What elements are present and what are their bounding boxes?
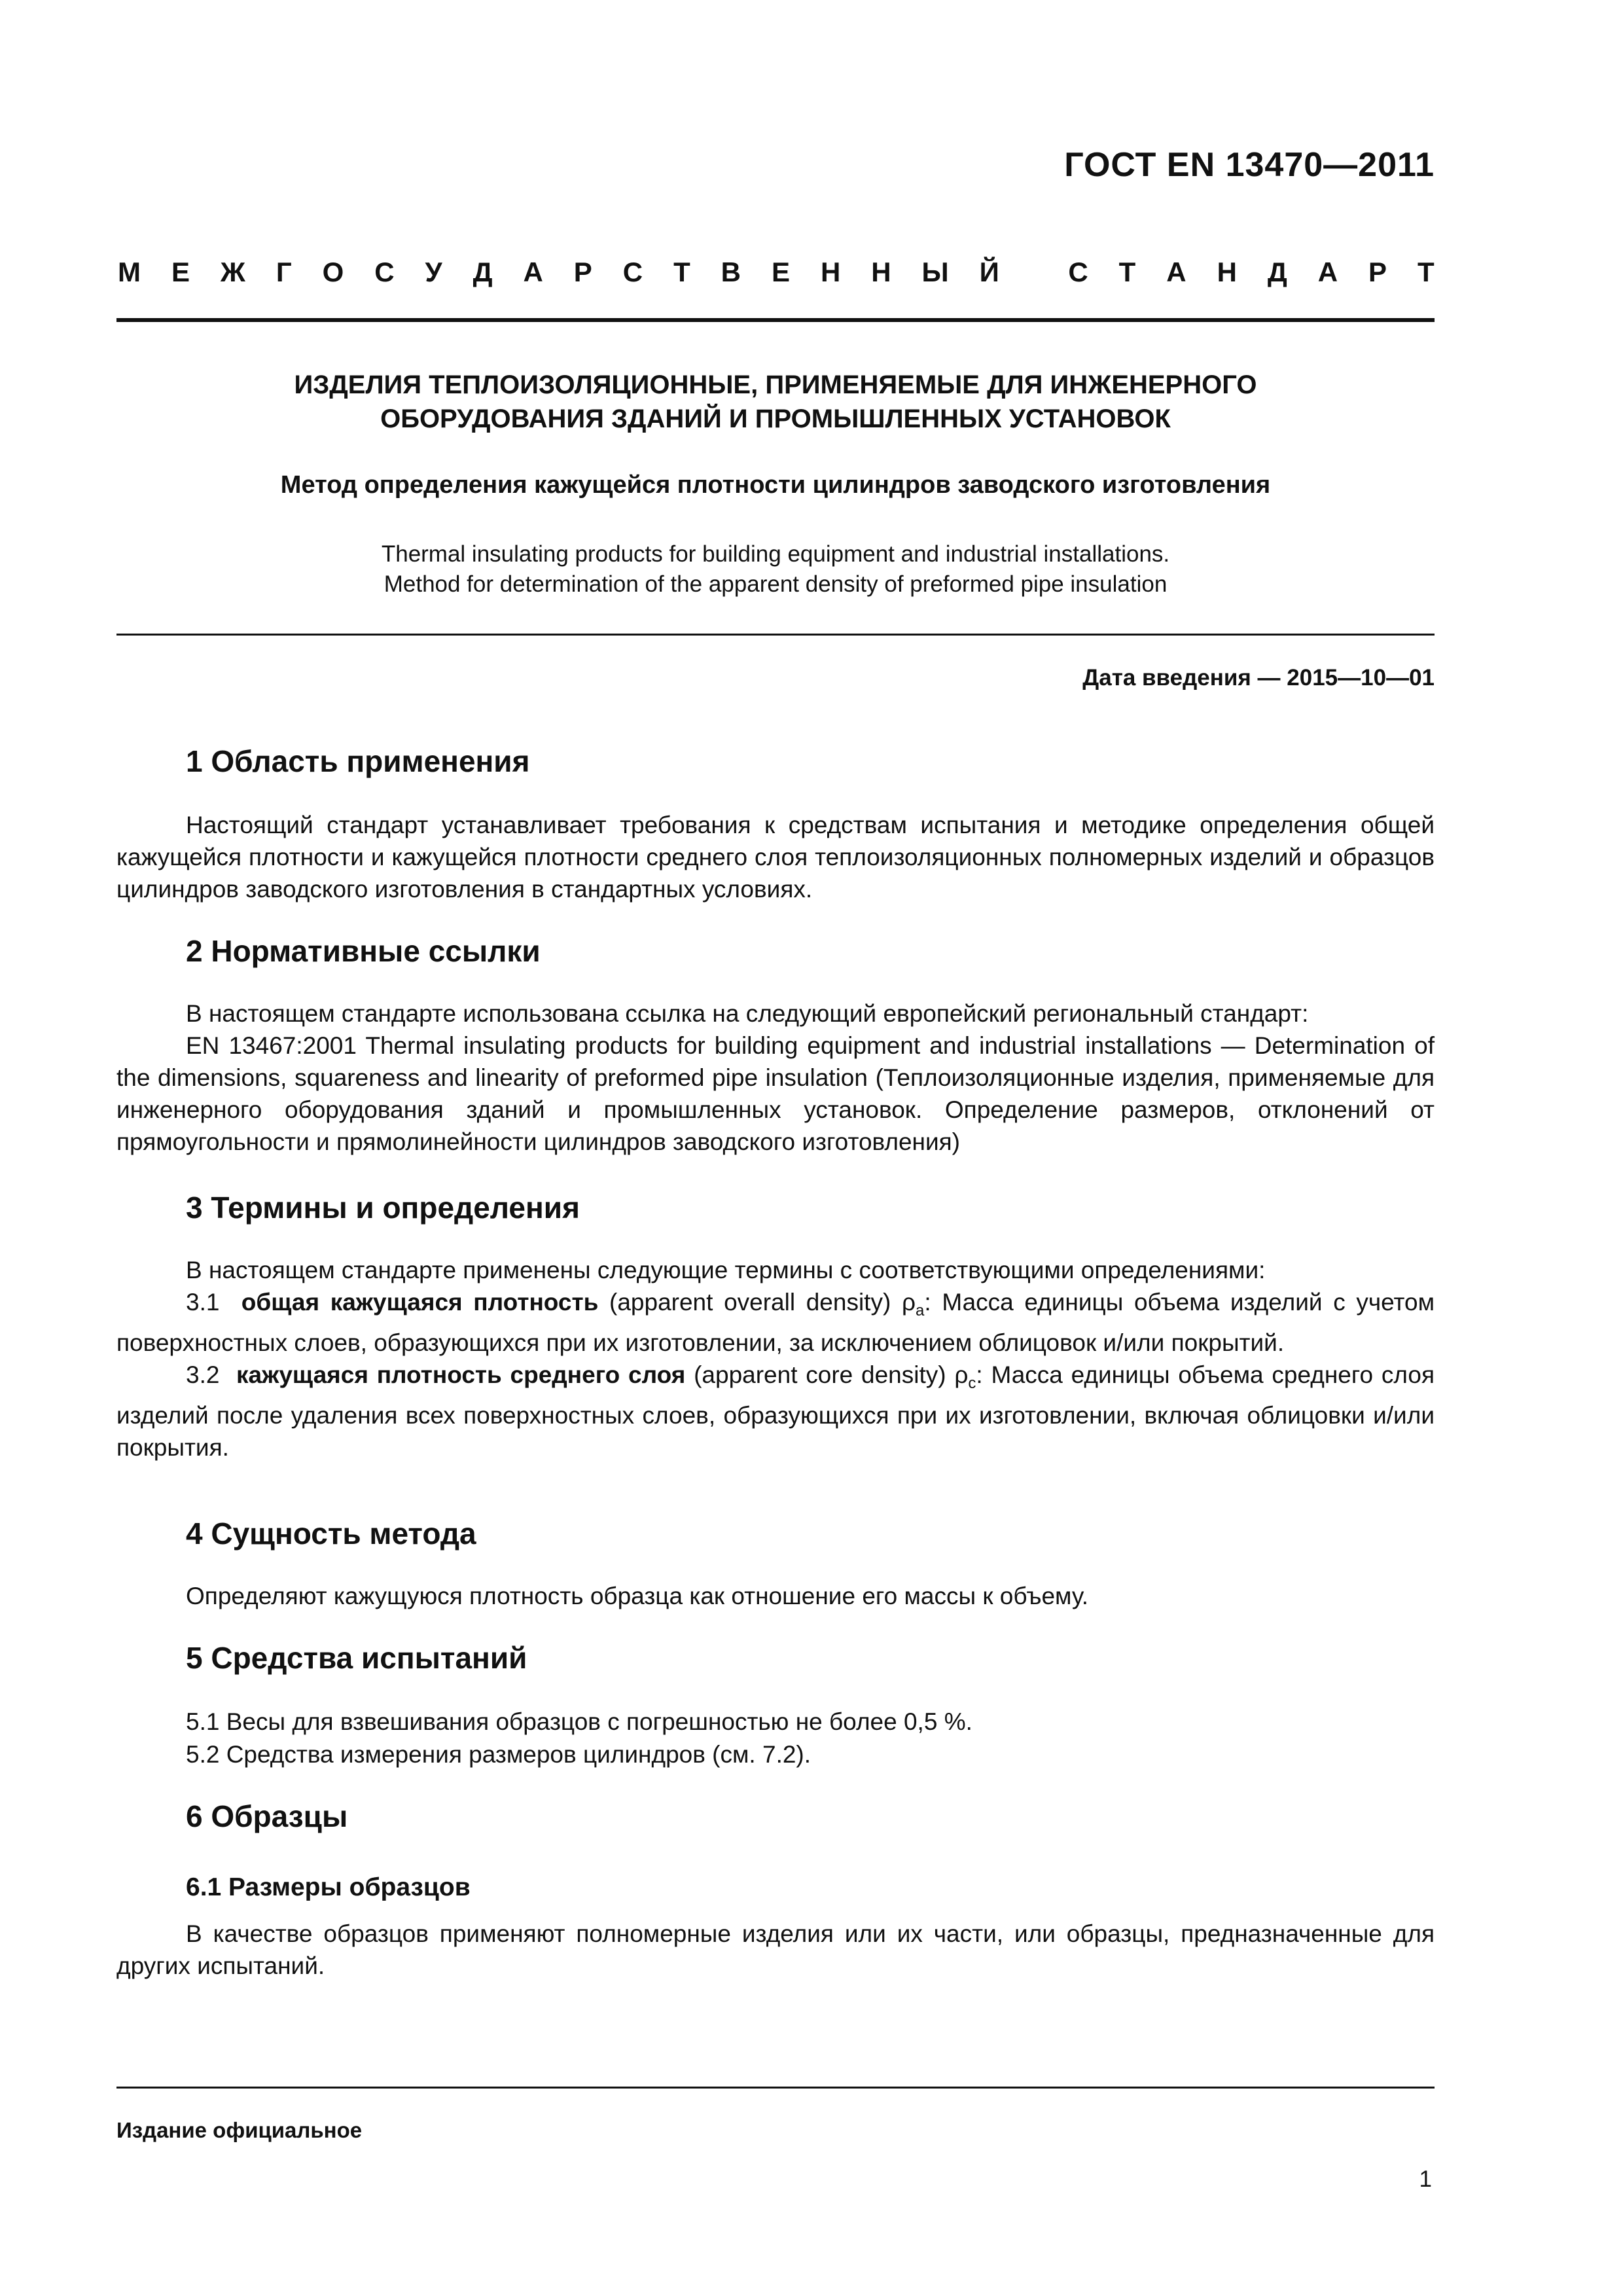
interstate-letter: Т [1118, 257, 1136, 287]
interstate-letter: А [1166, 257, 1186, 287]
interstate-letter: С [622, 257, 643, 287]
interstate-letter: Й [979, 257, 999, 287]
section-2-intro: В настоящем стандарте использована ссылка на следующий европейский региональный стандарт: [186, 1000, 1309, 1027]
page-number: 1 [1419, 2166, 1432, 2192]
section-5-item-2: 5.2 Средства измерения размеров цилиндров (см. 7.2). [186, 1741, 812, 1768]
interstate-letter: В [721, 257, 741, 287]
density-symbol: ρ [901, 1289, 916, 1316]
interstate-letter: А [523, 257, 543, 287]
interstate-letter: Н [1217, 257, 1237, 287]
title-ru-line-2: ОБОРУДОВАНИЯ ЗДАНИЙ И ПРОМЫШЛЕННЫХ УСТАНОВОК [380, 404, 1171, 433]
section-4-text: Определяют кажущуюся плотность образца как отношение его массы к объему. [186, 1583, 1088, 1609]
interstate-letter: Н [820, 257, 841, 287]
section-3-intro: В настоящем стандарте применены следующие термины с соответствующими определениями: [186, 1257, 1266, 1283]
interstate-letter: С [374, 257, 395, 287]
document-subtitle-ru: Метод определения кажущейся плотности цилиндров заводского изготовления [280, 471, 1271, 499]
interstate-letter: Е [771, 257, 790, 287]
footer-rule [116, 2087, 1435, 2089]
term-3-2-name: кажущаяся плотность среднего слоя [236, 1361, 686, 1388]
introduction-date: Дата введения — 2015—10—01 [1082, 665, 1435, 691]
section-1-text [116, 809, 1435, 905]
interstate-letter: Д [1267, 257, 1287, 287]
interstate-letter: Е [171, 257, 190, 287]
interstate-letter: А [1317, 257, 1338, 287]
section-6-1-text: В качестве образцов применяют полномерные изделия или их части, или образцы, предназначенные для других испытаний. [116, 1920, 1435, 1979]
interstate-letter: С [1068, 257, 1088, 287]
document-title-en [116, 539, 1435, 600]
standard-designation: ГОСТ EN 13470—2011 [1064, 146, 1435, 184]
interstate-standard-banner [118, 257, 1435, 288]
section-2-text [116, 997, 1435, 1158]
interstate-letter: М [118, 257, 141, 287]
interstate-letter: У [425, 257, 442, 287]
section-6-heading: 6 Образцы [186, 1799, 348, 1833]
interstate-letter: Р [1368, 257, 1387, 287]
interstate-letter: Г [276, 257, 292, 287]
document-title-ru [116, 368, 1435, 436]
density-symbol: ρ [954, 1361, 969, 1388]
term-3-2: 3.2 кажущаяся плотность среднего слоя (apparent core density) $\rho_c$: Масса единицы объема среднего слоя изделий после удаления всех поверхностных слоев, образующихся при их изготовлении, включая облицовки и/или покрытия. [116, 1361, 1435, 1461]
section-2-heading: 2 Нормативные ссылки [186, 934, 541, 968]
interstate-letter: Т [1418, 257, 1435, 287]
interstate-letter: Ы [921, 257, 949, 287]
title-en-line-1: Thermal insulating products for building equipment and industrial installations. [381, 541, 1170, 567]
section-5-heading: 5 Средства испытаний [186, 1641, 527, 1675]
normative-reference: EN 13467:2001 Thermal insulating products for building equipment and industrial installations — Determination of the dimensions, squareness and linearity of preformed pipe insulation (Теплоизоляционные изделия, применяемые для инженерного оборудования зданий и промышленных установок. Определение размеров, отклонений от прямоугольности и прямолинейности цилиндров заводского изготовления) [116, 1032, 1435, 1155]
section-1-heading: 1 Область применения [186, 744, 530, 778]
header-rule [116, 318, 1435, 322]
interstate-letter: Д [473, 257, 493, 287]
interstate-letter: Р [573, 257, 592, 287]
title-rule [116, 634, 1435, 636]
section-4-heading: 4 Сущность метода [186, 1516, 476, 1551]
term-3-1-name: общая кажущаяся плотность [241, 1289, 599, 1316]
title-ru-line-1: ИЗДЕЛИЯ ТЕПЛОИЗОЛЯЦИОННЫЕ, ПРИМЕНЯЕМЫЕ ДЛЯ ИНЖЕНЕРНОГО [294, 370, 1257, 399]
title-en-line-2: Method for determination of the apparent density of preformed pipe insulation [383, 571, 1168, 597]
term-3-1: 3.1 общая кажущаяся плотность (apparent overall density) $\rho_a$: Масса единицы объема изделий с учетом поверхностных слоев, образующихся при их изготовлении, за исключением облицовок и/или покрытий. [116, 1289, 1435, 1356]
section-6-1-heading: 6.1 Размеры образцов [186, 1873, 471, 1901]
interstate-letter: О [322, 257, 344, 287]
interstate-letter: Т [673, 257, 690, 287]
section-5-item-1: 5.1 Весы для взвешивания образцов с погрешностью не более 0,5 %. [186, 1708, 972, 1735]
section-3-heading: 3 Термины и определения [186, 1191, 580, 1225]
interstate-letter [1030, 257, 1038, 288]
official-edition-label: Издание официальное [116, 2118, 363, 2142]
interstate-letter: Ж [220, 257, 245, 287]
interstate-letter: Н [871, 257, 891, 287]
section-3-text [116, 1254, 1435, 1463]
section-1-paragraph: Настоящий стандарт устанавливает требования к средствам испытания и методике определения общей кажущейся плотности и кажущейся плотности среднего слоя теплоизоляционных полномерных изделий и образцов цилиндров заводского изготовления в стандартных условиях. [116, 812, 1435, 903]
